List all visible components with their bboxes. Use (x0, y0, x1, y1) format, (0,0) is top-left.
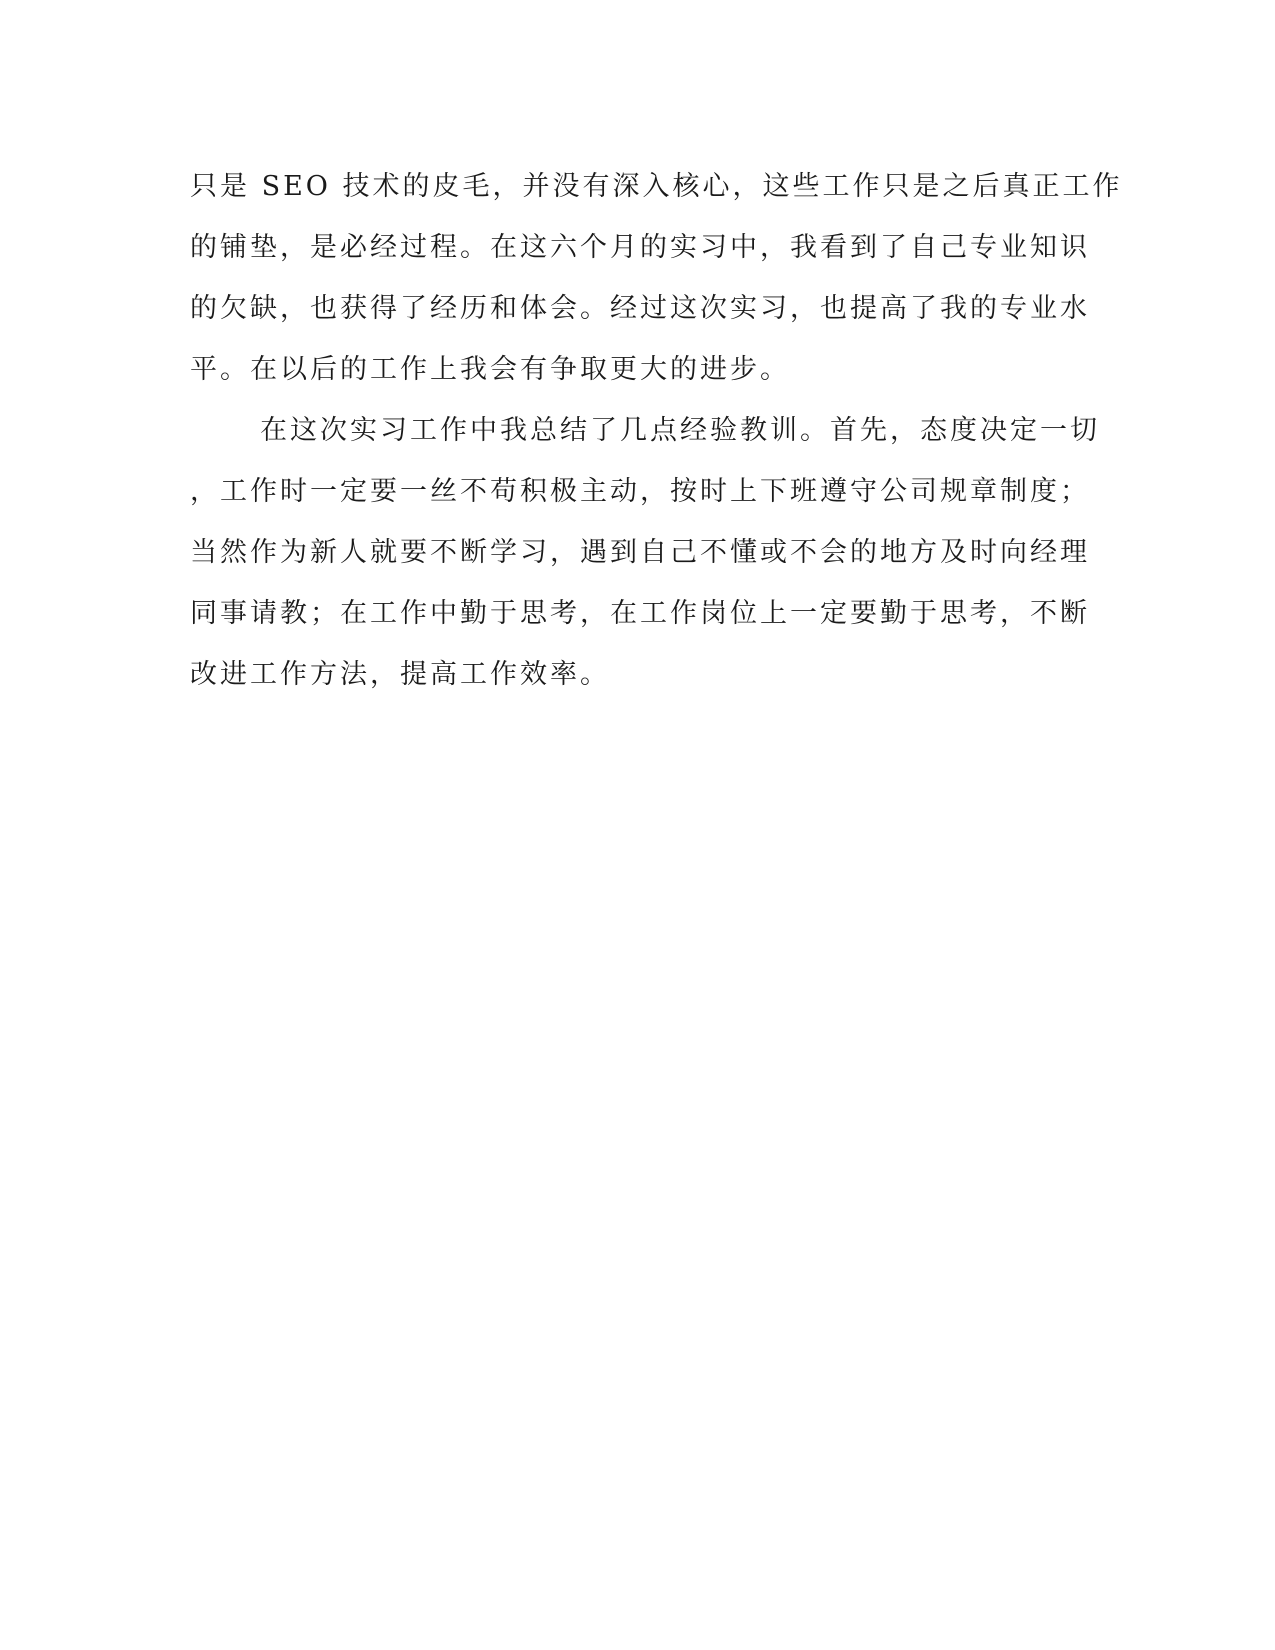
text-line: 在这次实习工作中我总结了几点经验教训。首先，态度决定一切 (260, 415, 1100, 446)
text-line: 的铺垫，是必经过程。在这六个月的实习中，我看到了自己专业知识 (190, 232, 1090, 263)
text-line: 的欠缺，也获得了经历和体会。经过这次实习，也提高了我的专业水 (190, 293, 1090, 324)
text-line: 改进工作方法，提高工作效率。 (190, 659, 610, 690)
text-line: 同事请教；在工作中勤于思考，在工作岗位上一定要勤于思考，不断 (190, 598, 1090, 629)
text-line: ，工作时一定要一丝不苟积极主动，按时上下班遵守公司规章制度； (190, 476, 1090, 507)
body-text (190, 165, 1123, 714)
paragraph-2 (190, 409, 1100, 714)
text-line: 只是 SEO 技术的皮毛，并没有深入核心，这些工作只是之后真正工作 (190, 171, 1123, 202)
text-line: 平。在以后的工作上我会有争取更大的进步。 (190, 354, 790, 385)
text-line: 当然作为新人就要不断学习，遇到自己不懂或不会的地方及时向经理 (190, 537, 1090, 568)
paragraph-1 (190, 165, 1123, 409)
